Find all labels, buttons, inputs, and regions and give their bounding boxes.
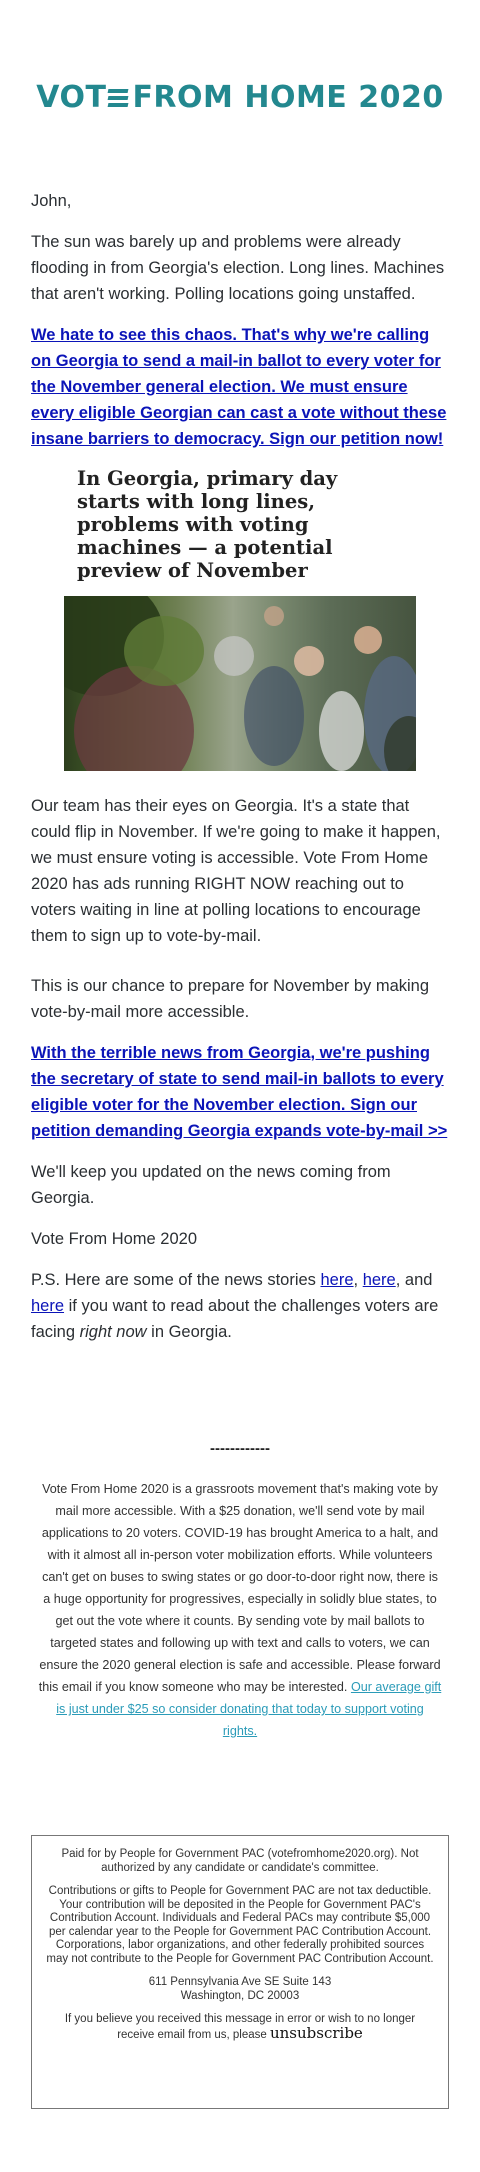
mailing-address [46, 1976, 434, 2003]
legal-disclaimer-box [31, 1835, 449, 2109]
intro-paragraph: The sun was barely up and problems were already flooding in from Georgia's election. Long lines. Machines that aren't working. Polling locations going unstaffed. [31, 233, 445, 303]
ps-and: , and [395, 1271, 433, 1289]
article-headline[interactable]: In Georgia, primary day starts with long lines, problems with voting machines — a potential preview of November [77, 467, 338, 582]
petition-link-1[interactable]: We hate to see this chaos. That's why we're calling on Georgia to send a mail-in ballot to every voter for the November general election. We must ensure every eligible Georgian can cast a vote without these insane barriers to democracy. Sign our petition now! [31, 326, 447, 448]
footer-about-text: Vote From Home 2020 is a grassroots movement that's making vote by mail more accessible. With a $25 donation, we'll send vote by mail applications to 20 voters. COVID-19 has brought America to a halt, and with it almost all in-person voter mobilization efforts. While volunteers can't get on buses to swing states or go door-to-door right now, there is a huge opportunity for progressives, especially in solidly blue states, to get out the vote where it counts. By sending vote by mail ballots to targeted states and following up with text and calls to voters, we can ensure the 2020 general election is safe and accessible. Please forward this email if you know someone who may be interested. [38, 1482, 441, 1694]
ps-paragraph [31, 1267, 449, 1345]
vote-from-home-logo [0, 80, 480, 115]
chance-paragraph: This is our chance to prepare for November by making vote-by-mail more accessible. [31, 977, 430, 1021]
petition-link-2[interactable]: With the terrible news from Georgia, we're pushing the secretary of state to send mail-in ballots to every eligible voter for the November election. Sign our petition demanding Georgia expands vote-by-mail >> [31, 1044, 448, 1140]
address-line-1: 611 Pennsylvania Ave SE Suite 143 [148, 1976, 332, 1988]
news-link-2[interactable]: here [362, 1271, 396, 1289]
ps-end: in Georgia. [146, 1323, 232, 1341]
unsubscribe-link[interactable]: unsubscribe [269, 2023, 363, 2042]
crowd-photo[interactable] [64, 596, 416, 771]
ballot-lines-icon [108, 89, 128, 107]
email-body [31, 188, 449, 1360]
donate-link[interactable]: Our average gift is just under $25 so consider donating that today to support voting rights. [56, 1680, 442, 1738]
paid-for-notice: Paid for by People for Government PAC (votefromhome2020.org). Not authorized by any candidate or candidate's committee. [61, 1848, 419, 1874]
logo-text-right: FROM HOME 2020 [132, 80, 444, 115]
unsubscribe-notice [46, 2013, 434, 2042]
logo-text-left: VOT [36, 80, 107, 115]
unsubscribe-text: If you believe you received this message in error or wish to no longer receive email from us, please [64, 2013, 416, 2041]
contributions-notice: Contributions or gifts to People for Government PAC are not tax deductible. Your contribution will be deposited in the People for Government PAC's Contribution Account. Individuals and Federal PACs may contribute $5,000 per calendar year to the People for Government PAC Contribution Account. Corporations, labor organizations, and other federally prohibited sources may not contribute to the People for Government PAC Contribution Account. [46, 1885, 434, 1965]
article-preview[interactable] [64, 467, 416, 771]
news-link-1[interactable]: here [320, 1271, 354, 1289]
footer-separator: ------------ [210, 1440, 270, 1457]
ps-comma: , [353, 1271, 363, 1289]
georgia-paragraph: Our team has their eyes on Georgia. It's a state that could flip in November. If we're going to make it happen, we must ensure voting is accessible. Vote From Home 2020 has ads running RIGHT NOW reaching out to voters waiting in line at polling locations to encourage them to sign up to vote-by-mail. [31, 797, 441, 945]
ps-prefix: P.S. Here are some of the news stories [31, 1271, 321, 1289]
footer-about [38, 1478, 442, 1742]
news-link-3[interactable]: here [31, 1297, 65, 1315]
ps-italic: right now [79, 1323, 147, 1341]
signoff: Vote From Home 2020 [31, 1230, 197, 1248]
ps-mid: if you want to read about the challenges voters are facing [31, 1297, 439, 1341]
greeting: John, [31, 192, 72, 210]
update-paragraph: We'll keep you updated on the news coming from Georgia. [31, 1163, 391, 1207]
address-line-2: Washington, DC 20003 [180, 1989, 300, 2002]
